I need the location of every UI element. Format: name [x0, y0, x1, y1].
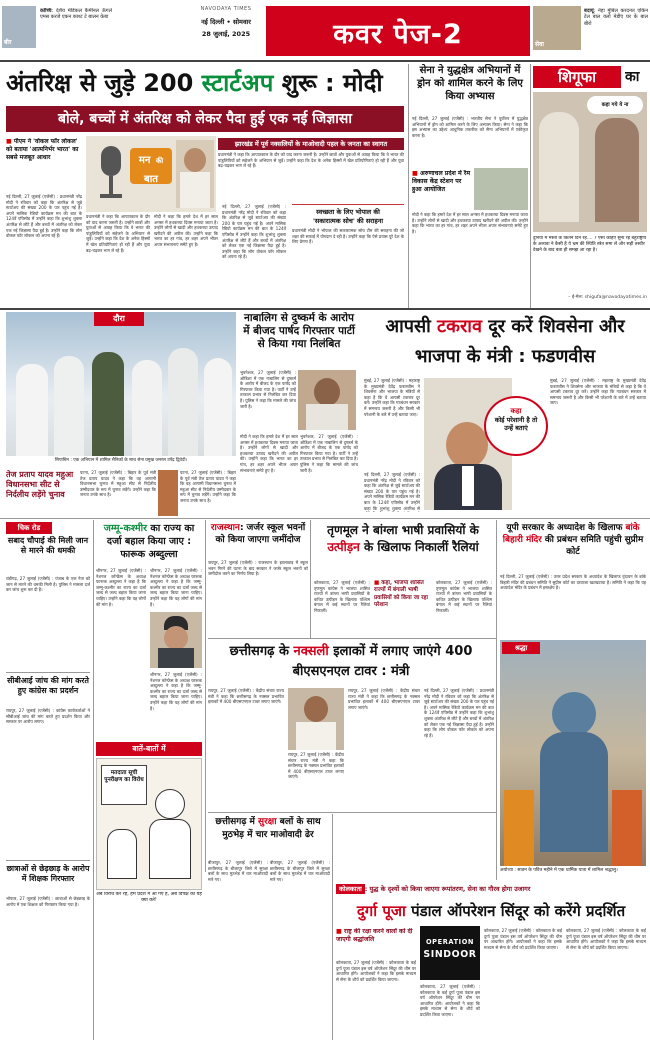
fadnavis-quote	[484, 396, 548, 456]
yupi-body: नई दिल्ली, 27 जुलाई (एजेंसी) : उत्तर प्रदेश सरकार के अध्यादेश के खिलाफ वृंदावन के बांके बिहारी मंदिर की प्रबंधन समिति ने सुप्रीम कोर्ट का दरवाजा खटखटाया है। समिति ने कहा कि यह अध्यादेश मंदिर के प्रबंधन में हस्तक्षेप है।	[500, 574, 646, 591]
masthead	[0, 0, 650, 62]
mann-ki-baat-2: की	[155, 157, 164, 165]
lead-bullet-text: पीएम ने 'वोकल फॉर लोकल' को बताया 'आत्मनिर्भर भारत' का सबसे मजबूत आधार	[6, 138, 79, 161]
left-promo-text: : देशैय मेडिकल कैमीनल ऊँगले एमस करजे एकन काश्ट टे बालन केबा	[40, 8, 112, 21]
trinamool-body-2: कोलकाता, 27 जुलाई (एजेंसी) : तृणमूल कांग्रेस ने भाजपा शासित राज्यों में बांग्ला भाषी प्रवासियों के कथित उत्पीड़न के खिलाफ पश्चिम बंगाल में कई स्थानों पर रैलियां निकालीं।	[436, 580, 492, 613]
rajasthan-body: जयपुर, 27 जुलाई (एजेंसी) : राजस्थान के झालावाड़ में स्कूल भवन गिरने की घटना के बाद सरकार ने जर्जर स्कूल भवनों को जमींदोज करने का निर्णय लिया है।	[208, 560, 308, 577]
row-rule	[208, 812, 496, 813]
row-rule	[208, 638, 496, 639]
shigufa-photo	[533, 92, 647, 232]
fadnavis-body-2: मुंबई, 27 जुलाई (एजेंसी) : महाराष्ट्र के मुख्यमंत्री देवेंद्र फडणवीस ने शिवसेना और भाजपा के मंत्रियों से कहा है कि वे आपसी टकराव दूर करें। उन्होंने कहा कि गठबंधन सरकार में समन्वय जरूरी है और किसी भी परेशानी के बारे में उन्हें बताया जाए।	[550, 378, 646, 406]
mann-ki-baat-1: मन	[138, 155, 151, 166]
left-promo	[40, 8, 112, 52]
lead-body-col1: नई दिल्ली, 27 जुलाई (एजेंसी) : प्रधानमंत्री नरेंद्र मोदी ने रविवार को कहा कि अंतरिक्ष से जुड़े स्टार्टअप की संख्या 200 के पार पहुंच गई है। अपने मासिक रेडियो कार्यक्रम मन की बात के 124वें एपिसोड में उन्होंने कहा कि शुभांशु शुक्ला अंतरिक्ष से लौटे हैं और बच्चों में अंतरिक्ष को लेकर एक नई जिज्ञासा पैदा हुई है। उन्होंने कहा कि लोग वोकल फॉर लोकल को अपना रहे हैं।	[6, 194, 82, 239]
durga-body-4: कोलकाता, 27 जुलाई (एजेंसी) : कोलकाता के कई दुर्गा पूजा पंडाल इस वर्ष ऑपरेशन सिंदूर की थीम पर आधारित होंगे। आयोजकों ने कहा कि इसके माध्यम से सेना के शौर्य को प्रदर्शित किया जाएगा।	[566, 928, 646, 950]
daura-caption: सियाचिन : एक अभियान में शामिल सैनिकों के साथ सेना प्रमुख जनरल उपेंद्र द्विवेदी।	[54, 458, 188, 463]
cbi-body: रायपुर, 27 जुलाई (एजेंसी) : कांग्रेस कार्यकर्ताओं ने सीबीआई जांच की मांग करते हुए प्रदर्शन किया और सरकार पर आरोप लगाए।	[6, 708, 90, 725]
fadnavis-body: मुंबई, 27 जुलाई (एजेंसी) : महाराष्ट्र के मुख्यमंत्री देवेंद्र फडणवीस ने शिवसेना और भाजपा के मंत्रियों से कहा है कि वे आपसी टकराव दूर करें। उन्होंने कहा कि गठबंधन सरकार में समन्वय जरूरी है और किसी भी परेशानी के बारे में उन्हें बताया जाए।	[364, 378, 420, 417]
cbi-headline: सीबीआई जांच की मांग करते हुए कांग्रेस का प्रदर्शन	[7, 676, 89, 695]
cartoon-title: बातें-बातों में	[96, 742, 202, 756]
lead-headline	[6, 64, 404, 104]
trinamool-headline	[314, 522, 492, 576]
fadnavis-headline	[364, 312, 646, 374]
operation-sindoor-logo	[420, 926, 480, 980]
shraddha-caption: अयोध्या : सावन के पवित्र महीने में एक धार्मिक यात्रा में शामिल श्रद्धालु।	[500, 868, 618, 873]
durga-body: कोलकाता, 27 जुलाई (एजेंसी) : कोलकाता के कई दुर्गा पूजा पंडाल इस वर्ष ऑपरेशन सिंदूर की थीम पर आधारित होंगे। आयोजकों ने कहा कि इसके माध्यम से सेना के शौर्य को प्रदर्शित किया जाएगा।	[336, 960, 416, 982]
fadnavis-body-3: नई दिल्ली, 27 जुलाई (एजेंसी) : प्रधानमंत्री नरेंद्र मोदी ने रविवार को कहा कि अंतरिक्ष से जुड़े स्टार्टअप की संख्या 200 के पार पहुंच गई है। अपने मासिक रेडियो कार्यक्रम मन की बात के 124वें एपिसोड में उन्होंने कहा कि शुभांशु शुक्ला अंतरिक्ष से	[364, 472, 420, 511]
lead-body-col4: नई दिल्ली, 27 जुलाई (एजेंसी) : प्रधानमंत्री नरेंद्र मोदी ने रविवार को कहा कि अंतरिक्ष से जुड़े स्टार्टअप की संख्या 200 के पार पहुंच गई है। अपने मासिक रेडियो कार्यक्रम मन की बात के 124वें एपिसोड में उन्होंने कहा कि शुभांशु शुक्ला अंतरिक्ष से लौटे हैं और बच्चों में अंतरिक्ष को लेकर एक नई जिज्ञासा पैदा हुई है। उन्होंने कहा कि लोग वोकल फॉर लोकल को अपना रहे हैं।	[222, 204, 286, 260]
cartoon-caption: अब विरोध कर रहे, हम प्रदेश में आ गए हैं, अब विपक्ष का यह क्या करे!	[96, 892, 202, 903]
bjd-body: भुवनेश्वर, 27 जुलाई (एजेंसी) : ओडिशा में एक नाबालिग से दुष्कर्म के आरोप में बीजद के एक पार्षद को गिरफ्तार किया गया है। पार्टी ने उन्हें तत्काल प्रभाव से निलंबित कर दिया है। पुलिस ने कहा कि मामले की जांच जारी है।	[240, 370, 296, 409]
yupi-headline-3: की प्रबंधन समिति पहुंची सुप्रीम कोर्ट	[541, 535, 644, 557]
jharkhand-body: प्रधानमंत्री ने कहा कि आपातकाल के दौर को याद करना जरूरी है। उन्होंने छात्रों और युवाओं से आग्रह किया कि वे भारत की पांडुलिपियों को सहेजने के अभियान से जुड़ें। उन्होंने कहा कि देश के अनेक हिस्सों में खेल प्रतियोगिताएं हो रही हैं और युवा बढ़-चढ़कर भाग ले रहे हैं।	[218, 152, 404, 169]
mann-ki-baat-3: बात	[144, 174, 158, 184]
shraddha-label: श्रद्धा	[502, 642, 540, 654]
bjd-body-2: मोदी ने कहा कि हमारे देश में हर साल अगस्त में हथकरघा दिवस मनाया जाता है। उन्होंने लोगों से खादी और हथकरघा उत्पाद खरीदने की अपील की। उन्होंने कहा कि भारत का हर गांव, हर शहर अपने भीतर अपार संभावनाएं समेटे हुए है।	[240, 434, 298, 473]
kashmir-body: श्रीनगर, 27 जुलाई (एजेंसी) : नेशनल कॉन्फ्रेंस के अध्यक्ष फारूक अब्दुल्ला ने कहा है कि जम्मू-कश्मीर का राज्य का दर्जा जल्द से जल्द बहाल किया जाना चाहिए। उन्होंने कहा कि यह लोगों की मांग है।	[96, 568, 146, 607]
kashmir-headline	[96, 522, 202, 564]
yupi-headline	[500, 522, 646, 570]
encounter-headline	[208, 816, 328, 858]
microphone-icon	[92, 142, 130, 208]
bsnl-body-2: रायपुर, 27 जुलाई (एजेंसी) : केंद्रीय संचार राज्य मंत्री ने कहा कि छत्तीसगढ़ के नक्सल प्रभावित इलाकों में 400 बीएसएनएल टावर लगाए जाएंगे।	[288, 752, 344, 780]
bjd-headline: नाबालिग से दुष्कर्म के आरोप में बीजद पार्षद गिरफ्तार पार्टी से किया गया निलंबित	[243, 312, 355, 350]
army-body: नई दिल्ली, 27 जुलाई (एजेंसी) : भारतीय सेना ने पूर्वोत्तर में युद्धक्षेत्र अभियानों में ड्रोन को शामिल करने के लिए अभ्यास किया। सेना ने कहा कि इस अभ्यास का उद्देश्य आधुनिक तकनीक को सैन्य अभियानों में एकीकृत करना है।	[412, 116, 528, 138]
bsnl-body-3: रायपुर, 27 जुलाई (एजेंसी) : केंद्रीय संचार राज्य मंत्री ने कहा कि छत्तीसगढ़ के नक्सल प्रभावित इलाकों में 400 बीएसएनएल टावर लगाए जाएंगे।	[348, 688, 420, 710]
swachhta-body: प्रधानमंत्री मोदी ने भोपाल की सकारात्मक सोच टीम की सराहना की जो शहर की सफाई में योगदान दे रही है। उन्होंने कहा कि ऐसे प्रयास पूरे देश के लिए प्रेरणा हैं।	[292, 228, 404, 245]
col-divider	[496, 520, 497, 880]
bullet-icon: ■	[374, 580, 380, 586]
modi-photo	[176, 140, 214, 208]
fadnavis-headline-accent: टकराव	[437, 316, 482, 337]
shigufa-bubble: कहा गये ये ना	[587, 96, 643, 114]
shigufa-title-suffix: का	[625, 69, 640, 85]
army-bullet	[412, 170, 472, 210]
date-block	[186, 6, 266, 46]
cartoon-sign: मतदाता सूची पुनरीक्षण का विरोध	[101, 765, 147, 805]
encounter-headline-2: बलों के साथ मुठभेड़ में चार माओवादी ढेर	[222, 817, 321, 840]
bsnl-headline-accent: नक्सली	[293, 644, 329, 659]
army-drone-photo	[474, 168, 528, 210]
durga-kicker-label: कोलकाता	[336, 884, 365, 894]
kashmir-body-3: श्रीनगर, 27 जुलाई (एजेंसी) : नेशनल कॉन्फ्रेंस के अध्यक्ष फारूक अब्दुल्ला ने कहा है कि जम्मू-कश्मीर का राज्य का दर्जा जल्द से जल्द बहाल किया जाना चाहिए। उन्होंने कहा कि यह लोगों की मांग है।	[150, 672, 202, 711]
encounter-body: बीजापुर, 27 जुलाई (एजेंसी) : छत्तीसगढ़ के बीजापुर जिले में सुरक्षा बलों के साथ मुठभेड़ में चार माओवादी मारे गए।	[208, 860, 268, 882]
bjd-body-3: भुवनेश्वर, 27 जुलाई (एजेंसी) : ओडिशा में एक नाबालिग से दुष्कर्म के आरोप में बीजद के एक पार्षद को गिरफ्तार किया गया है। पार्टी ने उन्हें तत्काल प्रभाव से निलंबित कर दिया है। पुलिस ने कहा कि मामले की जांच जारी है।	[300, 434, 358, 473]
date: 28 जुलाई, 2025	[201, 30, 251, 38]
lead-headline-part2: शुरू : मोदी	[273, 69, 383, 97]
shigufa-caption: दुनिया में मस्ती के कितने दिन रह.... ? ऐसा कहिए सुना रहे बहुराष्ट्रीय के अलावा ने कैसी है ये भ्रम की स्थिति स्त्रेत समा लें और सही तस्वीर देखने के बाद बता ही समझ आ रहा है।	[533, 236, 647, 253]
right-promo-img-label: सेवा	[535, 41, 544, 48]
masthead-rule	[0, 60, 650, 62]
mann-ki-baat-logo	[86, 136, 216, 212]
bullet-icon: ■	[412, 170, 418, 177]
trinamool-headline-accent: उत्पीड़न	[327, 540, 360, 554]
row-rule	[0, 308, 650, 310]
minister-photo	[288, 688, 344, 750]
swachhta-box	[292, 204, 404, 294]
army-body-2: मोदी ने कहा कि हमारे देश में हर साल अगस्त में हथकरघा दिवस मनाया जाता है। उन्होंने लोगों से खादी और हथकरघा उत्पाद खरीदने की अपील की। उन्होंने कहा कि भारत का हर गांव, हर शहर अपने भीतर अपार संभावनाएं समेटे हुए है।	[412, 212, 528, 234]
col-divider	[205, 520, 206, 872]
cheek-label: चिक रोड	[6, 522, 52, 534]
paper-name: NAVODAYA TIMES	[200, 6, 252, 12]
fadnavis-quote-1: कहा	[510, 407, 522, 415]
durga-kicker-text: : युद्ध के दृश्यों को किया जाएगा रूपांतरण, सेना का गौरव होगा उजागर	[364, 885, 531, 893]
jharkhand-banner: झारखंड में पूर्व नक्सलियों के माओवादी पहल के जनता का स्वागत	[218, 138, 404, 150]
swachhta-title-1: स्वच्छता के लिए भोपाल की	[316, 208, 380, 216]
bsnl-headline-1: छत्तीसगढ़ के	[229, 644, 294, 659]
encounter-headline-1: छत्तीसगढ़ में	[215, 817, 259, 827]
durga-headline-accent: दुर्गा पूजा	[356, 902, 406, 920]
row-rule	[0, 518, 650, 519]
trinamool-bullet-text: कहा, भाजपा शासित राज्यों में बंगाली भाषी प्रवासियों को किया जा रहा परेशान	[374, 580, 428, 609]
daura-photo	[6, 312, 236, 456]
encounter-body-2: बीजापुर, 27 जुलाई (एजेंसी) : छत्तीसगढ़ के बीजापुर जिले में सुरक्षा बलों के साथ मुठभेड़ में चार माओवादी मारे गए।	[270, 860, 330, 882]
cartoon-panel	[96, 758, 202, 890]
fadnavis-headline-1: आपसी	[385, 316, 438, 337]
right-promo-image	[533, 6, 581, 50]
lead-subhead: बोले, बच्चों में अंतरिक्ष को लेकर पैदा हुई एक नई जिज्ञासा	[6, 106, 404, 132]
left-promo-img-label: बीर	[4, 39, 12, 46]
left-promo-label: कोच्चि	[40, 8, 52, 14]
bjd-photo	[298, 370, 356, 430]
durga-bullet-text: राष्ट्र की रक्षा करने वालों को दी जाएगी श्रद्धांजलि	[336, 928, 413, 943]
rajasthan-headline	[208, 522, 308, 556]
bsnl-headline-2: इलाकों में लगाए जाएंगे 400 बीएसएनएल टावर : मंत्री	[292, 644, 473, 679]
durga-headline	[336, 898, 646, 924]
lead-body-col2: प्रधानमंत्री ने कहा कि आपातकाल के दौर को याद करना जरूरी है। उन्होंने छात्रों और युवाओं से आग्रह किया कि वे भारत की पांडुलिपियों को सहेजने के अभियान से जुड़ें। उन्होंने कहा कि देश के अनेक हिस्सों में खेल प्रतियोगिताएं हो रही हैं और युवा बढ़-चढ़कर भाग ले रहे हैं।	[86, 214, 150, 253]
mann-ki-baat-badge	[130, 148, 172, 184]
shigufa-title-box: शिगूफा	[533, 66, 621, 88]
bullet-icon: ■	[6, 138, 12, 145]
durga-kicker	[336, 882, 646, 896]
divider	[6, 860, 90, 861]
kashmir-headline-2: का राज्य का दर्जा बहाल किया जाए : फारूक अब्दुल्ला	[106, 523, 195, 560]
edition: नई दिल्ली • सोमवार	[201, 18, 251, 26]
daura-label: दौरा	[94, 312, 144, 326]
shigufa-box	[530, 64, 648, 308]
bsnl-headline	[208, 642, 494, 684]
bullet-icon: ■	[336, 928, 342, 935]
encounter-headline-accent: सुरक्षा	[258, 817, 277, 827]
col-divider	[93, 520, 94, 1040]
lead-body-col3: मोदी ने कहा कि हमारे देश में हर साल अगस्त में हथकरघा दिवस मनाया जाता है। उन्होंने लोगों से खादी और हथकरघा उत्पाद खरीदने की अपील की। उन्होंने कहा कि भारत का हर गांव, हर शहर अपने भीतर अपार संभावनाएं समेटे हुए है।	[154, 214, 218, 247]
durga-body-3: कोलकाता, 27 जुलाई (एजेंसी) : कोलकाता के कई दुर्गा पूजा पंडाल इस वर्ष ऑपरेशन सिंदूर की थीम पर आधारित होंगे। आयोजकों ने कहा कि इसके माध्यम से सेना के शौर्य को प्रदर्शित किया जाएगा।	[484, 928, 562, 950]
page-title: कवर पेज-2	[333, 19, 463, 50]
tejpratap-body: पटना, 27 जुलाई (एजेंसी) : बिहार के पूर्व मंत्री तेज प्रताप यादव ने कहा कि वह आगामी विधानसभा चुनाव में महुआ सीट से निर्दलीय उम्मीदवार के रूप में चुनाव लड़ेंगे। उन्होंने कहा कि जनता उनके साथ है।	[80, 470, 156, 498]
left-promo-image	[2, 6, 36, 48]
shraddha-photo	[500, 640, 646, 866]
swachhta-title-2: 'सकारात्मक सोच' की सराहना	[312, 217, 384, 225]
army-bullet-text: अरुणाचल प्रदेश में रैम विकास केंद्र स्टेशन पर हुआ आयोजित	[412, 170, 471, 193]
trinamool-bullet	[374, 580, 432, 636]
col-divider	[408, 64, 409, 308]
cheek-headline: सबाद चौपाई की मिली जान से मारने की धमकी	[7, 536, 89, 555]
trinamool-headline-2: के खिलाफ निकालीं रैलियां	[359, 540, 479, 554]
yupi-headline-1: यूपी सरकार के अध्यादेश के	[506, 523, 595, 533]
right-promo	[584, 8, 648, 52]
army-headline: सेना ने युद्धक्षेत्र अभियानों में ड्रोन को शामिल करने के लिए किया अभ्यास	[417, 65, 523, 102]
shigufa-credit: – ई-मेल: shigufa@navodayatimes.in	[568, 295, 647, 300]
rajasthan-headline-text: : जर्जर स्कूल भवनों को किया जाएगा जमींदोज	[215, 523, 306, 545]
trinamool-body: कोलकाता, 27 जुलाई (एजेंसी) : तृणमूल कांग्रेस ने भाजपा शासित राज्यों में बांग्ला भाषी प्रवासियों के कथित उत्पीड़न के खिलाफ पश्चिम बंगाल में कई स्थानों पर रैलियां निकालीं।	[314, 580, 370, 613]
right-promo-label: बदायूं	[584, 8, 594, 14]
cheek-body: चंडीगढ़, 27 जुलाई (एजेंसी) : पंजाब के एक नेता को जान से मारने की धमकी मिली है। पुलिस ने मामला दर्ज कर जांच शुरू कर दी है।	[6, 576, 90, 593]
bsnl-body: रायपुर, 27 जुलाई (एजेंसी) : केंद्रीय संचार राज्य मंत्री ने कहा कि छत्तीसगढ़ के नक्सल प्रभावित इलाकों में 400 बीएसएनएल टावर लगाए जाएंगे।	[208, 688, 284, 705]
tejpratap-photo	[158, 470, 178, 516]
farooq-photo	[150, 612, 202, 668]
fadnavis-quote-2: कोई परेशानी है तो उन्हें बताएं	[494, 416, 538, 432]
rajasthan-label: राजस्थान	[210, 523, 240, 533]
durga-bullet	[336, 928, 416, 956]
divider	[6, 672, 90, 673]
durga-headline-text: पंडाल ऑपरेशन सिंदूर को करेंगे प्रदर्शित	[405, 902, 626, 920]
kashmir-headline-1: जम्मू-कश्मीर	[103, 523, 148, 534]
yupi-headline-accent: बांके बिहारी मंदिर	[502, 523, 640, 545]
trinamool-headline-1: तृणमूल ने बांग्ला भाषी प्रवासियों के	[327, 523, 479, 537]
durga-body-2: कोलकाता, 27 जुलाई (एजेंसी) : कोलकाता के कई दुर्गा पूजा पंडाल इस वर्ष ऑपरेशन सिंदूर की थीम पर आधारित होंगे। आयोजकों ने कहा कि इसके माध्यम से सेना के शौर्य को प्रदर्शित किया जाएगा।	[420, 984, 480, 1017]
kashmir-body-2: श्रीनगर, 27 जुलाई (एजेंसी) : नेशनल कॉन्फ्रेंस के अध्यक्ष फारूक अब्दुल्ला ने कहा है कि जम्मू-कश्मीर का राज्य का दर्जा जल्द से जल्द बहाल किया जाना चाहिए। उन्होंने कहा कि यह लोगों की मांग है।	[150, 568, 202, 607]
tejpratap-headline: तेज प्रताप यादव महुआ विधानसभा सीट से निर्दलीय लड़ेंगे चुनाव	[6, 470, 74, 499]
page-title-band	[266, 6, 530, 56]
left-bottom-body: भोपाल, 27 जुलाई (एजेंसी) : छात्राओं से छेड़छाड़ के आरोप में एक शिक्षक को गिरफ्तार किया गया है।	[6, 896, 90, 907]
col-divider	[332, 814, 333, 1040]
bsnl-body-4: नई दिल्ली, 27 जुलाई (एजेंसी) : प्रधानमंत्री नरेंद्र मोदी ने रविवार को कहा कि अंतरिक्ष से जुड़े स्टार्टअप की संख्या 200 के पार पहुंच गई है। अपने मासिक रेडियो कार्यक्रम मन की बात के 124वें एपिसोड में उन्होंने कहा कि शुभांशु शुक्ला अंतरिक्ष से लौटे हैं और बच्चों में अंतरिक्ष को लेकर एक नई जिज्ञासा पैदा हुई है। उन्होंने कहा कि लोग वोकल फॉर लोकल को अपना रहे हैं।	[424, 688, 494, 738]
fadnavis-headline-2: दूर करें शिवसेना और भाजपा के मंत्री : फडणवीस	[414, 316, 625, 367]
lead-headline-part1: अंतरिक्ष से जुड़े 200	[6, 69, 202, 97]
right-promo-text: : नेहा मुंबिल करदनत एकिन टेल बाल यलो मेडीएं घर के बाल बीरो	[584, 8, 648, 27]
lead-headline-accent: स्टार्टअप	[201, 69, 274, 97]
lead-bullet	[6, 138, 82, 192]
yupi-headline-2: खिलाफ	[597, 523, 626, 533]
sindoor-word: SINDOOR	[423, 949, 477, 960]
col-divider	[310, 520, 311, 638]
tejpratap-body-2: पटना, 27 जुलाई (एजेंसी) : बिहार के पूर्व मंत्री तेज प्रताप यादव ने कहा कि वह आगामी विधानसभा चुनाव में महुआ सीट से निर्दलीय उम्मीदवार के रूप में चुनाव लड़ेंगे। उन्होंने कहा कि जनता उनके साथ है।	[180, 470, 236, 503]
left-bottom-headline: छात्राओं से छेड़छाड़ के आरोप में शिक्षक गिरफ्तार	[6, 864, 90, 883]
operation-word: OPERATION	[425, 938, 475, 946]
